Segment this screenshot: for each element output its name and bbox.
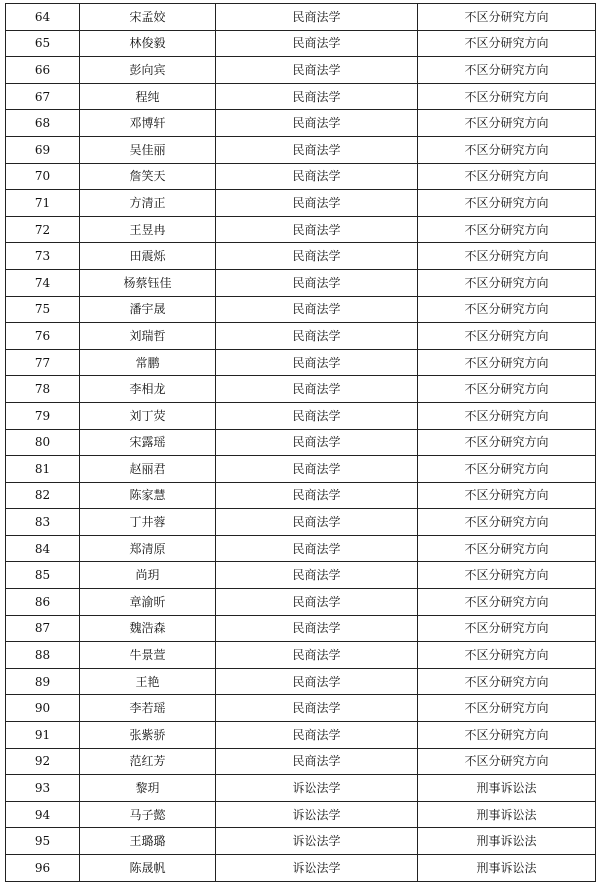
table-row bbox=[6, 509, 596, 536]
research-direction-cell: 不区分研究方向 bbox=[418, 615, 596, 642]
row-number-cell: 86 bbox=[6, 589, 80, 616]
table-row bbox=[6, 30, 596, 57]
major-cell: 诉讼法学 bbox=[216, 855, 418, 882]
row-number-cell: 77 bbox=[6, 349, 80, 376]
table-row bbox=[6, 83, 596, 110]
row-number-cell: 78 bbox=[6, 376, 80, 403]
table-row bbox=[6, 110, 596, 137]
row-number-cell: 73 bbox=[6, 243, 80, 270]
row-number-cell: 68 bbox=[6, 110, 80, 137]
research-direction-cell: 不区分研究方向 bbox=[418, 535, 596, 562]
row-number-cell: 66 bbox=[6, 57, 80, 84]
major-cell: 民商法学 bbox=[216, 695, 418, 722]
major-cell: 民商法学 bbox=[216, 83, 418, 110]
student-name-cell: 邓博轩 bbox=[80, 110, 216, 137]
row-number-cell: 90 bbox=[6, 695, 80, 722]
table-row bbox=[6, 695, 596, 722]
research-direction-cell: 不区分研究方向 bbox=[418, 695, 596, 722]
research-direction-cell: 不区分研究方向 bbox=[418, 376, 596, 403]
student-name-cell: 吴佳丽 bbox=[80, 136, 216, 163]
major-cell: 民商法学 bbox=[216, 296, 418, 323]
major-cell: 民商法学 bbox=[216, 748, 418, 775]
student-name-cell: 杨蔡钰佳 bbox=[80, 269, 216, 296]
major-cell: 民商法学 bbox=[216, 4, 418, 31]
student-name-cell: 刘瑞哲 bbox=[80, 323, 216, 350]
research-direction-cell: 不区分研究方向 bbox=[418, 589, 596, 616]
research-direction-cell: 不区分研究方向 bbox=[418, 163, 596, 190]
table-row bbox=[6, 855, 596, 882]
research-direction-cell: 不区分研究方向 bbox=[418, 136, 596, 163]
student-name-cell: 陈家慧 bbox=[80, 482, 216, 509]
row-number-cell: 95 bbox=[6, 828, 80, 855]
row-number-cell: 87 bbox=[6, 615, 80, 642]
student-name-cell: 程纯 bbox=[80, 83, 216, 110]
row-number-cell: 81 bbox=[6, 456, 80, 483]
major-cell: 民商法学 bbox=[216, 323, 418, 350]
table-row bbox=[6, 668, 596, 695]
research-direction-cell: 不区分研究方向 bbox=[418, 83, 596, 110]
row-number-cell: 79 bbox=[6, 402, 80, 429]
student-name-cell: 李若瑶 bbox=[80, 695, 216, 722]
student-name-cell: 马子懿 bbox=[80, 801, 216, 828]
major-cell: 民商法学 bbox=[216, 615, 418, 642]
research-direction-cell: 不区分研究方向 bbox=[418, 30, 596, 57]
major-cell: 民商法学 bbox=[216, 57, 418, 84]
row-number-cell: 84 bbox=[6, 535, 80, 562]
research-direction-cell: 不区分研究方向 bbox=[418, 349, 596, 376]
major-cell: 民商法学 bbox=[216, 482, 418, 509]
major-cell: 民商法学 bbox=[216, 429, 418, 456]
major-cell: 民商法学 bbox=[216, 190, 418, 217]
student-name-cell: 魏浩森 bbox=[80, 615, 216, 642]
roster-table-body bbox=[6, 4, 596, 882]
major-cell: 民商法学 bbox=[216, 216, 418, 243]
student-name-cell: 牛景萱 bbox=[80, 642, 216, 669]
student-name-cell: 陈晟帆 bbox=[80, 855, 216, 882]
student-name-cell: 王昱冉 bbox=[80, 216, 216, 243]
row-number-cell: 92 bbox=[6, 748, 80, 775]
table-row bbox=[6, 535, 596, 562]
student-name-cell: 李相龙 bbox=[80, 376, 216, 403]
table-row bbox=[6, 136, 596, 163]
student-name-cell: 田震烁 bbox=[80, 243, 216, 270]
student-name-cell: 章渝昕 bbox=[80, 589, 216, 616]
major-cell: 民商法学 bbox=[216, 30, 418, 57]
student-name-cell: 王璐璐 bbox=[80, 828, 216, 855]
major-cell: 民商法学 bbox=[216, 668, 418, 695]
row-number-cell: 72 bbox=[6, 216, 80, 243]
table-row bbox=[6, 775, 596, 802]
student-name-cell: 黎玥 bbox=[80, 775, 216, 802]
row-number-cell: 74 bbox=[6, 269, 80, 296]
student-name-cell: 潘宇晟 bbox=[80, 296, 216, 323]
research-direction-cell: 不区分研究方向 bbox=[418, 296, 596, 323]
student-name-cell: 王艳 bbox=[80, 668, 216, 695]
table-row bbox=[6, 216, 596, 243]
major-cell: 民商法学 bbox=[216, 402, 418, 429]
major-cell: 民商法学 bbox=[216, 376, 418, 403]
major-cell: 诉讼法学 bbox=[216, 801, 418, 828]
research-direction-cell: 不区分研究方向 bbox=[418, 269, 596, 296]
student-name-cell: 詹笑天 bbox=[80, 163, 216, 190]
student-name-cell: 张紫骄 bbox=[80, 722, 216, 749]
row-number-cell: 85 bbox=[6, 562, 80, 589]
research-direction-cell: 不区分研究方向 bbox=[418, 429, 596, 456]
roster-table bbox=[5, 3, 596, 882]
row-number-cell: 83 bbox=[6, 509, 80, 536]
table-row bbox=[6, 748, 596, 775]
major-cell: 民商法学 bbox=[216, 349, 418, 376]
table-row bbox=[6, 349, 596, 376]
row-number-cell: 69 bbox=[6, 136, 80, 163]
table-row bbox=[6, 402, 596, 429]
research-direction-cell: 不区分研究方向 bbox=[418, 668, 596, 695]
row-number-cell: 70 bbox=[6, 163, 80, 190]
research-direction-cell: 不区分研究方向 bbox=[418, 456, 596, 483]
table-row bbox=[6, 57, 596, 84]
research-direction-cell: 刑事诉讼法 bbox=[418, 801, 596, 828]
major-cell: 民商法学 bbox=[216, 509, 418, 536]
major-cell: 诉讼法学 bbox=[216, 828, 418, 855]
major-cell: 民商法学 bbox=[216, 722, 418, 749]
table-row bbox=[6, 243, 596, 270]
major-cell: 民商法学 bbox=[216, 269, 418, 296]
row-number-cell: 80 bbox=[6, 429, 80, 456]
research-direction-cell: 不区分研究方向 bbox=[418, 722, 596, 749]
research-direction-cell: 不区分研究方向 bbox=[418, 243, 596, 270]
row-number-cell: 88 bbox=[6, 642, 80, 669]
table-row bbox=[6, 801, 596, 828]
table-row bbox=[6, 376, 596, 403]
table-row bbox=[6, 722, 596, 749]
row-number-cell: 96 bbox=[6, 855, 80, 882]
row-number-cell: 71 bbox=[6, 190, 80, 217]
table-row bbox=[6, 562, 596, 589]
student-name-cell: 宋孟姣 bbox=[80, 4, 216, 31]
row-number-cell: 67 bbox=[6, 83, 80, 110]
research-direction-cell: 不区分研究方向 bbox=[418, 323, 596, 350]
research-direction-cell: 不区分研究方向 bbox=[418, 4, 596, 31]
research-direction-cell: 不区分研究方向 bbox=[418, 562, 596, 589]
student-name-cell: 丁井蓉 bbox=[80, 509, 216, 536]
table-row bbox=[6, 828, 596, 855]
major-cell: 民商法学 bbox=[216, 136, 418, 163]
research-direction-cell: 刑事诉讼法 bbox=[418, 855, 596, 882]
student-name-cell: 尚玥 bbox=[80, 562, 216, 589]
table-row bbox=[6, 163, 596, 190]
major-cell: 民商法学 bbox=[216, 243, 418, 270]
table-row bbox=[6, 642, 596, 669]
table-row bbox=[6, 323, 596, 350]
table-row bbox=[6, 429, 596, 456]
row-number-cell: 94 bbox=[6, 801, 80, 828]
table-row bbox=[6, 269, 596, 296]
student-name-cell: 赵丽君 bbox=[80, 456, 216, 483]
research-direction-cell: 不区分研究方向 bbox=[418, 57, 596, 84]
major-cell: 民商法学 bbox=[216, 589, 418, 616]
student-name-cell: 彭向宾 bbox=[80, 57, 216, 84]
row-number-cell: 91 bbox=[6, 722, 80, 749]
row-number-cell: 82 bbox=[6, 482, 80, 509]
major-cell: 民商法学 bbox=[216, 535, 418, 562]
student-name-cell: 范红芳 bbox=[80, 748, 216, 775]
major-cell: 民商法学 bbox=[216, 642, 418, 669]
research-direction-cell: 不区分研究方向 bbox=[418, 482, 596, 509]
table-row bbox=[6, 482, 596, 509]
research-direction-cell: 不区分研究方向 bbox=[418, 748, 596, 775]
table-row bbox=[6, 589, 596, 616]
research-direction-cell: 刑事诉讼法 bbox=[418, 775, 596, 802]
table-row bbox=[6, 190, 596, 217]
student-name-cell: 宋露瑶 bbox=[80, 429, 216, 456]
row-number-cell: 64 bbox=[6, 4, 80, 31]
table-row bbox=[6, 456, 596, 483]
table-row bbox=[6, 296, 596, 323]
major-cell: 民商法学 bbox=[216, 110, 418, 137]
major-cell: 诉讼法学 bbox=[216, 775, 418, 802]
major-cell: 民商法学 bbox=[216, 562, 418, 589]
row-number-cell: 75 bbox=[6, 296, 80, 323]
table-row bbox=[6, 615, 596, 642]
major-cell: 民商法学 bbox=[216, 456, 418, 483]
research-direction-cell: 刑事诉讼法 bbox=[418, 828, 596, 855]
student-name-cell: 常鹏 bbox=[80, 349, 216, 376]
student-name-cell: 林俊毅 bbox=[80, 30, 216, 57]
table-row bbox=[6, 4, 596, 31]
row-number-cell: 76 bbox=[6, 323, 80, 350]
row-number-cell: 89 bbox=[6, 668, 80, 695]
research-direction-cell: 不区分研究方向 bbox=[418, 402, 596, 429]
research-direction-cell: 不区分研究方向 bbox=[418, 110, 596, 137]
student-name-cell: 方清正 bbox=[80, 190, 216, 217]
research-direction-cell: 不区分研究方向 bbox=[418, 190, 596, 217]
student-name-cell: 刘丁荧 bbox=[80, 402, 216, 429]
research-direction-cell: 不区分研究方向 bbox=[418, 509, 596, 536]
major-cell: 民商法学 bbox=[216, 163, 418, 190]
student-name-cell: 郑清原 bbox=[80, 535, 216, 562]
research-direction-cell: 不区分研究方向 bbox=[418, 216, 596, 243]
row-number-cell: 93 bbox=[6, 775, 80, 802]
research-direction-cell: 不区分研究方向 bbox=[418, 642, 596, 669]
row-number-cell: 65 bbox=[6, 30, 80, 57]
